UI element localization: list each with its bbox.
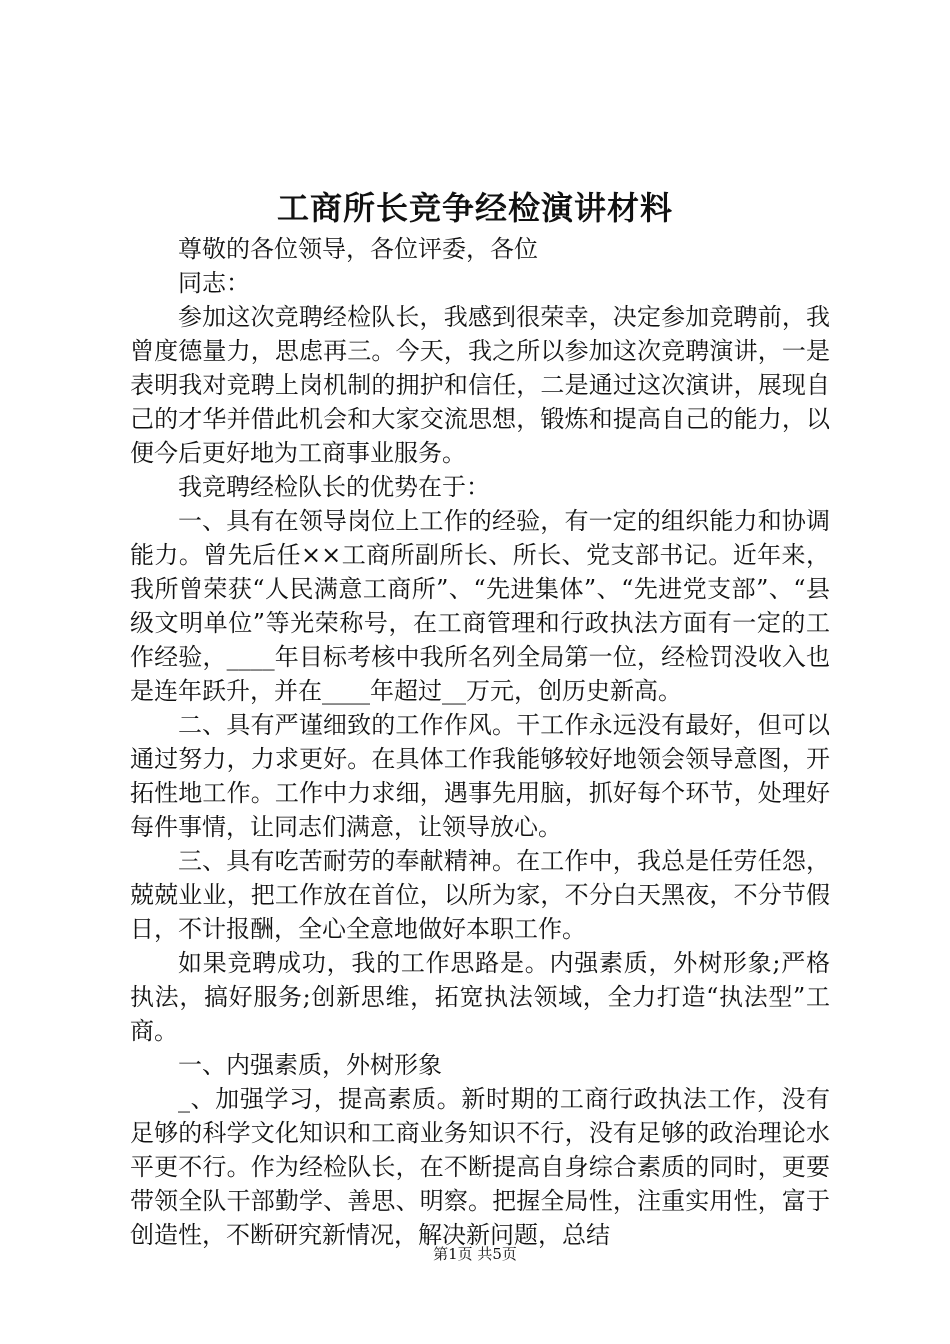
paragraph-advantage-2: 二、具有严谨细致的工作作风。干工作永远没有最好，但可以通过努力，力求更好。在具体工作我能够较好地领会领导意图，开拓性地工作。工作中力求细，遇事先用脑，抓好每个环节，处理好每件事情，让同志们满意，让领导放心。 <box>130 711 830 841</box>
paragraph-plan-item-1: _、加强学习，提高素质。新时期的工商行政执法工作，没有足够的科学文化知识和工商业务知识不行，没有足够的政治理论水平更不行。作为经检队长，在不断提高自身综合素质的同时，更要带领全队干部勤学、善思、明察。把握全局性，注重实用性，富于创造性，不断研究新情况，解决新问题，总结 <box>130 1085 830 1249</box>
page-footer: 第1页 共5页 <box>433 1245 517 1263</box>
paragraph-plan-heading-1: 一、内强素质，外树形象 <box>178 1051 442 1079</box>
paragraph-intro: 参加这次竞聘经检队长，我感到很荣幸，决定参加竞聘前，我曾度德量力，思虑再三。今天，我之所以参加这次竞聘演讲，一是表明我对竞聘上岗机制的拥护和信任，二是通过这次演讲，展现自己的才华并借此机会和大家交流思想，锻炼和提高自己的能力，以便今后更好地为工商事业服务。 <box>130 303 830 467</box>
paragraph-salutation: 尊敬的各位领导，各位评委，各位 <box>178 235 538 263</box>
document-body <box>130 232 830 1252</box>
document-title: 工商所长竞争经检演讲材料 <box>276 189 673 227</box>
paragraph-advantage-1: 一、具有在领导岗位上工作的经验，有一定的组织能力和协调能力。曾先后任××工商所副所长、所长、党支部书记。近年来，我所曾荣获“人民满意工商所”、“先进集体”、“先进党支部”、“县级文明单位”等光荣称号，在工商管理和行政执法方面有一定的工作经验，____年目标考核中我所名列全局第一位，经检罚没收入也是连年跃升，并在____年超过__万元，创历史新高。 <box>130 507 830 705</box>
paragraph-work-plan: 如果竞聘成功，我的工作思路是。内强素质，外树形象;严格执法，搞好服务;创新思维，拓宽执法领域，全力打造“执法型”工商。 <box>130 949 830 1045</box>
paragraph-salutation-cont: 同志： <box>178 269 250 297</box>
paragraph-advantage-3: 三、具有吃苦耐劳的奉献精神。在工作中，我总是任劳任怨，兢兢业业，把工作放在首位，以所为家，不分白天黑夜，不分节假日，不计报酬，全心全意地做好本职工作。 <box>130 847 830 943</box>
paragraph-advantages-heading: 我竞聘经检队长的优势在于： <box>178 473 490 501</box>
